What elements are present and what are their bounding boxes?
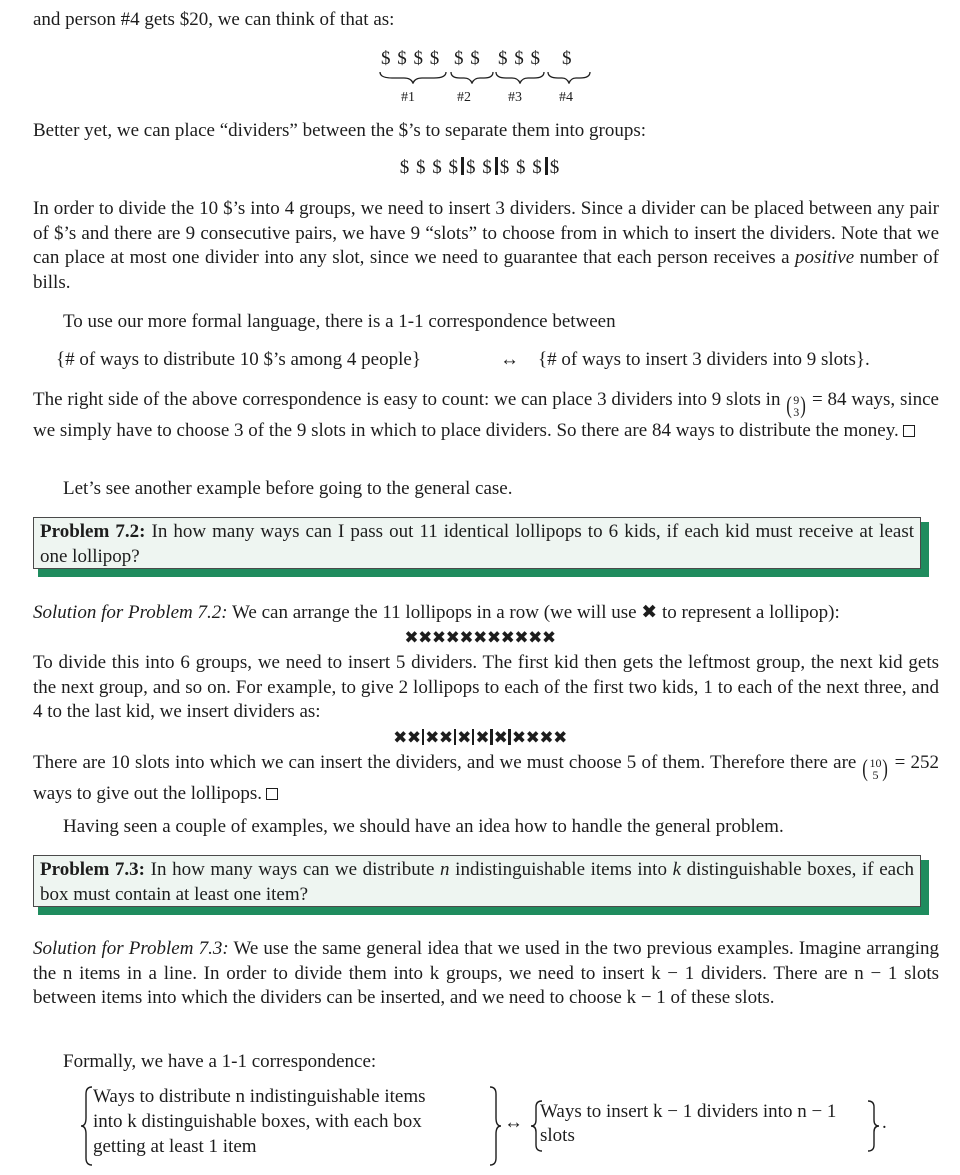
paragraph-count-84-a: The right side of the above correspondence is easy to count: we can place 3 dividers into 9 slots in [33, 389, 781, 410]
divider-bar [495, 157, 498, 175]
divider-group-2: $ $ [466, 157, 493, 178]
divider-group-3: $ $ $ [499, 157, 543, 178]
divider-group-4: $ [549, 157, 561, 178]
set-correspondence [80, 1084, 920, 1168]
brace-group-2-dollars: $ $ [454, 48, 481, 69]
binom-top: 10 [869, 756, 882, 770]
solution-7-2-line [33, 601, 840, 625]
left-brace-icon [80, 1086, 94, 1166]
lollipop-group-6: ✖✖✖✖ [511, 728, 567, 748]
brace-label-2: #2 [457, 90, 471, 105]
problem-7-3-text-b: indistinguishable items into [455, 859, 667, 880]
set-right-line-2: slots [540, 1125, 575, 1146]
brace-label-4: #4 [559, 90, 573, 105]
paragraph-count-252 [33, 751, 939, 806]
paragraph-count-252-a: There are 10 slots into which we can insert the dividers, and we must choose 5 of them. Therefore there are [33, 752, 857, 773]
binomial-9-choose-3: (9 3) [786, 393, 807, 419]
correspondence-left: {# of ways to distribute 10 $’s among 4 people} [56, 349, 421, 370]
set-right-text [540, 1100, 836, 1148]
problem-7-2-box [33, 517, 921, 569]
set-left-line-1: Ways to distribute n indistinguishable items [93, 1086, 426, 1107]
solution-7-2-label: Solution for Problem 7.2: [33, 602, 228, 623]
set-arrow: ↔ [504, 1112, 523, 1133]
right-brace-icon [866, 1100, 880, 1152]
better-yet-line: Better yet, we can place “dividers” between the $’s to separate them into groups: [33, 120, 647, 141]
divider-bar [508, 729, 511, 745]
paragraph-count-252-b: = 252 ways to give out the lollipops. [33, 752, 940, 804]
formal-language-line: To use our more formal language, there is a 1-1 correspondence between [63, 311, 616, 332]
problem-7-3-text-a: In how many ways can we distribute [150, 859, 435, 880]
paragraph-count-84-b: = 84 ways, since we simply have to choose 3 of the 9 slots in which to place dividers. So there are 84 ways to distribute the money. [33, 389, 939, 441]
paragraph-count-84 [33, 388, 939, 443]
divider-bar [454, 729, 457, 745]
correspondence-right: {# of ways to insert 3 dividers into 9 slots}. [538, 349, 870, 370]
problem-7-2-text: In how many ways can I pass out 11 identical lollipops to 6 kids, if each kid must receive at least one lollipop? [40, 521, 914, 567]
brace-group-1-dollars: $ $ $ $ [381, 48, 441, 69]
formally-line: Formally, we have a 1-1 correspondence: [63, 1051, 377, 1072]
intro-line: and person #4 gets $20, we can think of that as: [33, 9, 395, 30]
dollar-dividers-row [0, 156, 960, 180]
set-left-text [93, 1084, 426, 1159]
paragraph-dividers-explanation [33, 197, 939, 295]
correspondence-arrow: ↔ [500, 349, 519, 370]
right-brace-icon [488, 1086, 502, 1166]
brace-label-1: #1 [401, 90, 415, 105]
underbraces [378, 70, 598, 84]
problem-7-2-label: Problem 7.2: [40, 521, 146, 542]
emphasis-positive: positive [795, 247, 855, 268]
brace-group-3-dollars: $ $ $ [498, 48, 541, 69]
lollipop-group-4: ✖ [475, 728, 490, 748]
paragraph-dividers-end: number of bills. [33, 247, 939, 293]
variable-k: k [672, 859, 682, 880]
having-seen-line: Having seen a couple of examples, we should have an idea how to handle the general problem. [63, 816, 784, 837]
lollipop-group-3: ✖ [457, 728, 471, 748]
another-example-line: Let’s see another example before going to the general case. [63, 478, 513, 499]
paragraph-lollipop-dividers: To divide this into 6 groups, we need to insert 5 dividers. The first kid then gets the leftmost group, the next kid gets the next group, and so on. For example, to give 2 lollipops to each of the first two kids, 1 to each of the next three, and 4 to the last kid, we insert dividers as: [33, 652, 939, 722]
lollipop-group-2: ✖✖ [425, 728, 453, 748]
lollipop-group-5: ✖ [493, 728, 508, 748]
qed-icon [903, 425, 915, 437]
binom-bottom: 3 [793, 405, 800, 419]
divider-bar [422, 729, 425, 745]
lollipop-marks: ✖✖✖✖✖✖✖✖✖✖✖ [404, 628, 556, 648]
divider-bar [461, 157, 464, 175]
brace-group-4-dollars: $ [562, 48, 573, 69]
binom-top: 9 [793, 393, 800, 407]
set-left-line-3: getting at least 1 item [93, 1136, 257, 1157]
binom-bottom: 5 [872, 768, 879, 782]
brace-label-3: #3 [508, 90, 522, 105]
problem-7-3-label: Problem 7.3: [40, 859, 145, 880]
divider-group-1: $ $ $ $ [399, 157, 459, 178]
set-left-line-2: into k distinguishable boxes, with each box [93, 1111, 422, 1132]
problem-7-3-box [33, 855, 921, 907]
variable-n: n [440, 859, 450, 880]
paragraph-dividers-text: In order to divide the 10 $’s into 4 groups, we need to insert 3 dividers. Since a divider can be placed between any pair of $’s and there are 9 consecutive pairs, we have 9 “slots” to choose from in which to insert the dividers. Note that we can place at most one divider into any slot, since we need to guarantee that each person receives a [33, 198, 939, 268]
divider-bar [472, 729, 475, 745]
lollipop-group-1: ✖✖ [393, 728, 421, 748]
lollipop-row [0, 626, 960, 650]
divider-bar [545, 157, 548, 175]
set-right-line-1: Ways to insert k − 1 dividers into n − 1 [540, 1101, 837, 1122]
solution-7-3-label: Solution for Problem 7.3: [33, 938, 229, 959]
set-end-period: . [882, 1112, 887, 1133]
divider-bar [490, 729, 493, 745]
solution-7-3-text: We use the same general idea that we used in the two previous examples. Imagine arranging the n items in a line. In order to divide them into k groups, we need to insert k − 1 dividers. There are n − 1 slots between items into which the dividers can be inserted, and we need to choose k − 1 of these slots. [33, 938, 939, 1008]
qed-icon [266, 788, 278, 800]
brace-diagram [378, 48, 598, 110]
solution-7-2-text: We can arrange the 11 lollipops in a row (we will use ✖ to represent a lollipop): [232, 602, 840, 623]
problem-7-3-text-c: distinguishable boxes, if each box must contain at least one item? [40, 859, 915, 905]
binomial-10-choose-5: (10 5 ) [862, 756, 889, 782]
solution-7-3-paragraph [33, 937, 939, 1011]
lollipop-dividers-row [0, 726, 960, 750]
